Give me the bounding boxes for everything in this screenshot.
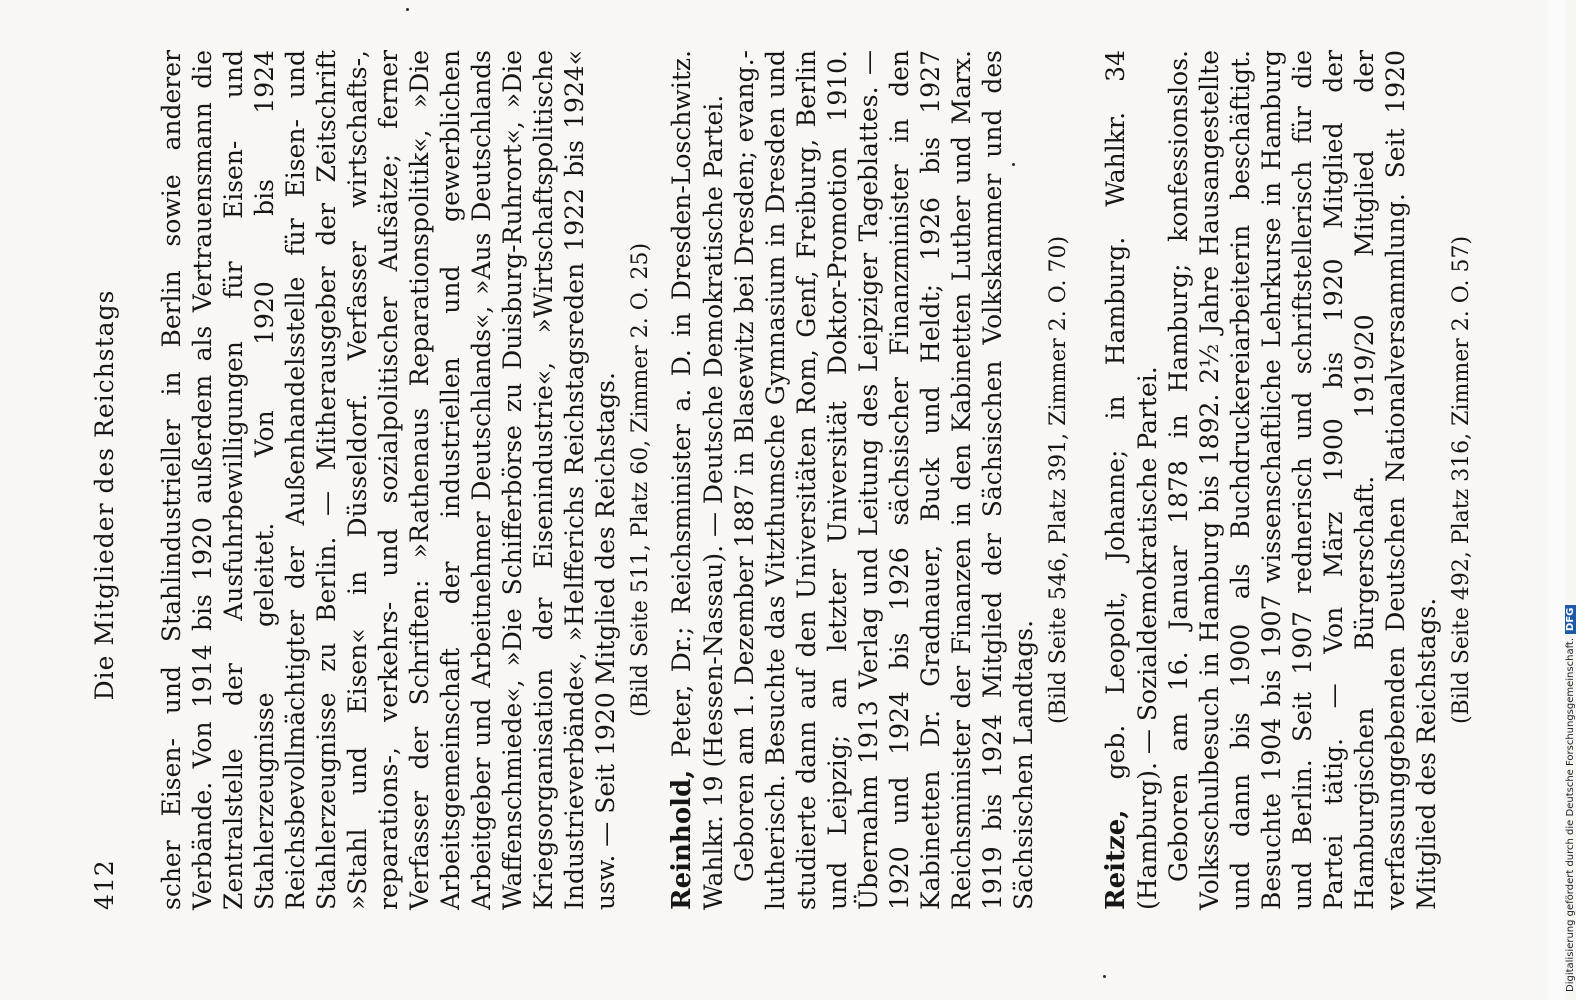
entry-body: Geboren am 1. Dezember 1887 in Blasewitz bei Dresden; evang.-lutherisch. Besuchte das Vitzthumsche Gymnasium in Dresden und studierte dann auf den Universitäten Rom, Genf, Freiburg, Berlin und Leipzig; an letzter Universität Doktor-Promotion 1910. Übernahm 1913 Verlag und Leitung des Leipziger Tageblattes. — 1920 und 1924 bis 1926 sächsischer Finanzminister in den Kabinetten Dr. Gradnauer, Buck und Heldt; 1926 bis 1927 Reichsminister der Finanzen in den Kabinetten Luther und Marx. 1919 bis 1924 Mitglied der Sächsischen Volkskammer und des Sächsischen Landtags.	[730, 50, 1038, 910]
rotated-page	[10, 20, 1474, 970]
entry-continuation	[156, 50, 656, 910]
picture-credit: (Bild Seite 546, Platz 391, Zimmer 2. O. 70)	[1046, 235, 1071, 725]
entry-heading-text: geb. Leopolt, Johanne; in Hamburg. Wahlkr. 34 (Hamburg). — Sozialdemokratische Partei.	[1101, 50, 1162, 910]
entry-heading	[1100, 50, 1163, 910]
picture-credit: (Bild Seite 492, Platz 316, Zimmer 2. O. 57)	[1449, 235, 1474, 725]
entry-reinhold	[666, 50, 1074, 910]
page-number: 412	[90, 859, 119, 910]
digitization-note	[1565, 12, 1576, 992]
entry-body: scher Eisen- und Stahlindustrieller in Berlin sowie anderer Verbände. Von 1914 bis 1920 außerdem als Vertrauensmann die Zentralstelle der Ausfuhrbewilligungen für Eisen- und Stahlerzeugnisse geleitet. Von 1920 bis 1924 Reichsbevollmächtigter der Außenhandelsstelle für Eisen- und Stahlerzeugnisse zu Berlin. — Mitherausgeber der Zeitschrift »Stahl und Eisen« in Düsseldorf. Verfasser wirtschafts-, reparations-, verkehrs- und sozialpolitischer Aufsätze; ferner Verfasser der Schriften: »Rathenaus Reparationspolitik«, »Die Arbeitsgemeinschaft der industriellen und gewerblichen Arbeitgeber und Arbeitnehmer Deutschlands«, »Aus Deutschlands Waffenschmiede«, »Die Schifferbörse zu Duisburg-Ruhrort«, »Die Kriegsorganisation der Eisenindustrie«, »Wirtschaftspolitische Industrieverbände«, »Helfferichs Reichstagsreden 1922 bis 1924« usw. — Seit 1920 Mitglied des Reichstags.	[157, 50, 620, 910]
margin-strip	[1548, 0, 1565, 1000]
digitization-text: Digitalisierung gefördert durch die Deutsche Forschungsgemeinschaft.	[1565, 637, 1576, 992]
picture-credit: (Bild Seite 511, Platz 60, Zimmer 2. O. 25)	[628, 242, 653, 718]
entry-heading-text: Peter, Dr.; Reichsminister a. D. in Dresden-Loschwitz. Wahlkr. 19 (Hessen-Nassau). — Deutsche Demokratische Partei.	[667, 50, 728, 910]
entry-heading	[666, 50, 729, 910]
entry-name: Reitze,	[1101, 809, 1131, 910]
ink-speck	[406, 8, 409, 11]
entry-name: Reinhold,	[667, 769, 697, 910]
page-header	[10, 20, 119, 970]
entry-body: Geboren am 16. Januar 1878 in Hamburg; konfessionslos. Volksschulbesuch in Hamburg bis 1892. 2½ Jahre Hausangestellte und dann bis 1900 als Buchdruckereiarbeiterin beschäftigt. Besuchte 1904 bis 1907 wissenschaftliche Lehrkurse in Hamburg und Berlin. Seit 1907 rednerisch und schriftstellerisch für die Partei tätig. — Von März 1900 bis 1920 Mitglied der Hamburgischen Bürgerschaft. 1919/20 Mitglied der verfassunggebenden Deutschen Nationalversammlung. Seit 1920 Mitglied des Reichstags.	[1164, 50, 1441, 910]
ink-speck	[1103, 975, 1106, 978]
entry-reitze	[1100, 50, 1477, 910]
running-head: Die Mitglieder des Reichstags	[90, 289, 119, 701]
dfg-logo: DFG	[1565, 605, 1576, 634]
